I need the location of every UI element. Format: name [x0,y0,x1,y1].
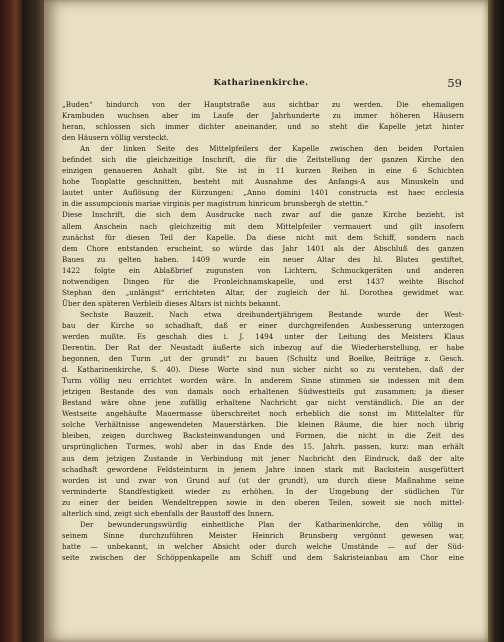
text-line: Westseite angehäufte Mauermasse überschreitet noch erheblich die sonst im Mittelalter für [62,409,464,419]
text-line: befindet sich die gleichzeitige Inschrift, die für die Zeitstellung der ganzen Kirche den [62,155,464,165]
text-line: alterlich sind, zeigt sich ebenfalls der Baustoff des Innern. [62,508,274,518]
text-line: solche Verhältnisse angewendeten Mauerstärken. Die kleinen Räume, die hier noch übrig [62,420,464,430]
text-line: werden mußte. Es geschah dies i. J. 1494 unter der Leitung des Meisters Klaus [62,331,464,341]
text-line: Turm völlig neu errichtet worden wäre. In anderem Sinne stimmen sie indessen mit dem [62,376,464,386]
text-line: in die assumpcionis mariae virginis per magistrum hinricum brunsbergh de stettin.“ [62,199,368,209]
text-line: hatte — unbekannt, in welcher Absicht oder durch welche Umstände — auf der Süd- [62,541,464,551]
text-line: seite zwischen der Schöppenkapelle am Schiff und dem Sakristeianbau am Chor eine [62,552,464,562]
body-text [62,99,464,563]
text-line: Derentin. Der Rat der Neustadt äußerte sich inbezug auf die Wiederherstellung, er habe [62,343,464,353]
page-edge-right [488,0,504,642]
text-line: einzigen genaueren Anhalt gibt. Sie ist in 11 kurzen Reihen in eine 6 Schichten [62,166,464,176]
text-line: heran, schlossen sich immer dichter aneinander, und so steht die Kapelle jetzt hinter [62,122,464,132]
book-cover-edge [0,0,22,642]
text-line: Sechste Bauzeit. Nach etwa dreihundertjährigem Bestande wurde der West- [80,309,464,319]
text-line: 1422 folgte ein Ablaßbrief zugunsten von Lichtern, Schmuckgeräten und anderen [62,265,464,275]
text-line: schadhaft gewordene Feldsteinturm in jenem Jahre innen stark mit Backstein ausgefüttert [62,464,464,474]
text-line: Krambuden wuchsen aber im Laufe der Jahrhunderte zu immer höheren Häusern [62,111,464,121]
text-line: Bestand wäre ohne jene zufällig erhaltene Nachricht gar nicht verständlich. Die an der [62,398,464,408]
text-line: „Buden“ hindurch von der Hauptstraße aus sichtbar zu werden. Die ehemaligen [62,100,464,109]
text-line: worden ist und zwar von Grund auf (ut der grundt), um durch diese Maßnahme seine [62,475,464,485]
text-line: jetzigen Bestande des von damals noch erhaltenen Südwestteils gut zusammen; ja dieser [62,387,464,397]
text-line: seinem Sinne durchzuführen Meister Heinrich Brunsberg vergönnt gewesen war, [62,530,464,540]
text-line: bau der Kirche so schadhaft, daß er einer durchgreifenden Ausbesserung unterzogen [62,320,464,330]
text-line: Über den späteren Verbleib dieses Altars ist nichts bekannt. [62,298,281,308]
text-line: bleiben, zeigen durchweg Backsteinwandungen und Formen, die nicht in die Zeit des [62,431,464,441]
text-line: dem Chore entstanden erscheint, so würde das Jahr 1401 als der Abschluß des ganzen [62,243,464,253]
text-line: allem Anschein nach gleichzeitig mit dem Mittelpfeiler vermauert und gilt insofern [62,221,464,231]
text-line: ursprünglichen Turmes, wohl aber in das Ende des 15. Jahrh. passen, kurz: man erhält [62,442,464,452]
text-line: hohe Tonplatte geschnitten, besteht mit Ausnahme des Anfangs-A aus Minuskeln und [62,177,464,187]
text-line: notwendigen Dingen für die Fronleichnamskapelle, und erst 1437 weihte Bischof [62,276,464,286]
text-line: den Häusern völlig versteckt. [62,133,169,143]
chapter-title: Katharinenkirche. [213,78,309,88]
text-line: Diese Inschrift, die sich dem Ausdrucke nach zwar auf die ganze Kirche bezieht, ist [62,210,464,220]
text-line: Baues zu gelten haben. 1409 wurde ein neuer Altar des hl. Blutes gestiftet, [62,254,464,264]
text-line: d. Katharinenkirche, S. 40). Diese Worte sind nun sicher nicht so zu verstehen, daß der [62,365,464,375]
text-line: zu einer der beiden Wendeltreppen sowie in den oberen Teilen, soweit sie noch mittel- [62,497,464,507]
text-line: lautet unter Auflösung der Kürzungen: „Anno domini 1401 constructa est haec ecclesia [62,188,464,198]
text-line: verminderte Standfestigkeit wieder zu erhöhen. In der Umgebung der südlichen Tür [62,486,464,496]
text-line: begonnen, den Turm „ut der grundt“ zu bauen (Schultz und Boelke, Beiträge z. Gesch. [62,354,464,364]
text-line: aus dem jetzigen Zustande in Verbindung mit jener Nachricht den Eindruck, daß der alte [62,453,464,463]
running-header [60,78,462,94]
text-line: zunächst für diesen Teil der Kapelle. Da diese nicht mit dem Schiff, sondern nach [62,232,464,242]
text-line: Stephan den „unlängst“ errichteten Altar, der zugleich der hl. Dorothea gewidmet war. [62,287,464,297]
page-number: 59 [447,76,462,90]
text-line: An der linken Seite des Mittelpfeilers der Kapelle zwischen den beiden Portalen [80,144,464,154]
text-line: Der bewunderungswürdig einheitliche Plan der Katharinenkirche, den völlig in [80,519,464,529]
